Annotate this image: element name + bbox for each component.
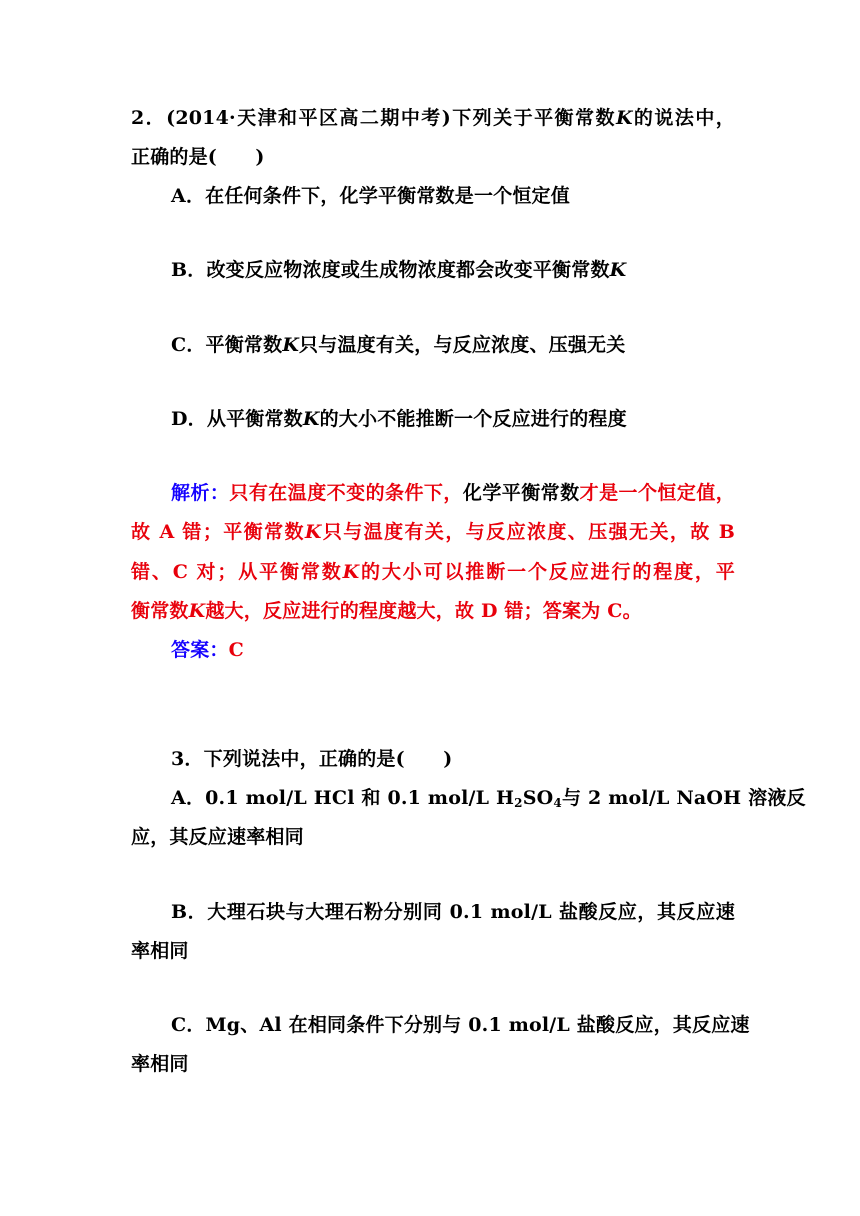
analysis-line4 [131,599,735,623]
q3-option-a-line1 [171,786,806,810]
analysis-text: 错、C 对；从平衡常数 [131,561,343,583]
k-symbol: K [615,107,633,129]
k-symbol: K [304,521,322,543]
analysis-text: 越大，反应进行的程度越大，故 D 错；答案为 C。 [205,600,642,622]
analysis-line1 [171,481,735,505]
q2-option-d [171,407,735,431]
q3-option-c-line2: 率相同 [131,1053,189,1075]
analysis-line3 [131,560,735,584]
q2-stem-line1 [131,106,735,130]
analysis-text: 衡常数 [131,600,189,622]
q2-stem-text: 2．(2014·天津和平区高二期中考)下列关于平衡常数 [131,107,616,129]
q3-option-b-line1: B．大理石块与大理石粉分别同 0.1 mol/L 盐酸反应，其反应速 [171,901,735,923]
subscript: 4 [553,796,562,810]
k-symbol: K [342,561,360,583]
q2-option-b [171,258,735,282]
analysis-text: 只与温度有关，与反应浓度、压强无关，故 B [321,521,735,543]
subscript: 2 [514,796,523,810]
q2-stem-line2: 正确的是( ) [131,146,265,168]
q2-option-a: A．在任何条件下，化学平衡常数是一个恒定值 [171,185,570,207]
q3-option-a-line2: 应，其反应速率相同 [131,826,304,848]
analysis-text: 才是一个恒定值， [579,482,736,504]
q3-option-a-text: A．0.1 mol/L HCl 和 0.1 mol/L H [171,787,515,809]
k-symbol: K [282,334,300,356]
k-symbol: K [188,600,206,622]
answer-value: C [228,639,244,661]
q3-option-a-text: 与 2 mol/L NaOH 溶液反 [561,787,806,809]
q3-option-a-text: SO [522,787,554,809]
analysis-text: 的大小可以推断一个反应进行的程度，平 [359,561,736,583]
answer-line [171,638,735,662]
q3-option-b-line2: 率相同 [131,940,189,962]
analysis-label: 解析： [171,482,230,504]
analysis-text: 只有在温度不变的条件下， [229,482,463,504]
q2-option-c-text-tail: 只与温度有关，与反应浓度、压强无关 [299,334,626,356]
q3-stem: 3．下列说法中，正确的是( ) [171,748,453,770]
analysis-text-black: 化学平衡常数 [462,482,580,504]
q2-option-d-text-tail: 的大小不能推断一个反应进行的程度 [319,408,627,430]
q3-option-c-line1: C．Mg、Al 在相同条件下分别与 0.1 mol/L 盐酸反应，其反应速 [171,1014,750,1036]
q2-option-b-text: B．改变反应物浓度或生成物浓度都会改变平衡常数 [171,259,610,281]
q2-stem-text-tail: 的说法中， [632,107,735,129]
q2-option-c [171,333,735,357]
answer-label: 答案： [171,639,229,661]
k-symbol: K [609,259,627,281]
analysis-line2 [131,520,735,544]
q2-option-c-text: C．平衡常数 [171,334,283,356]
q2-option-d-text: D．从平衡常数 [171,408,303,430]
analysis-text: 故 A 错；平衡常数 [131,521,305,543]
k-symbol: K [302,408,320,430]
